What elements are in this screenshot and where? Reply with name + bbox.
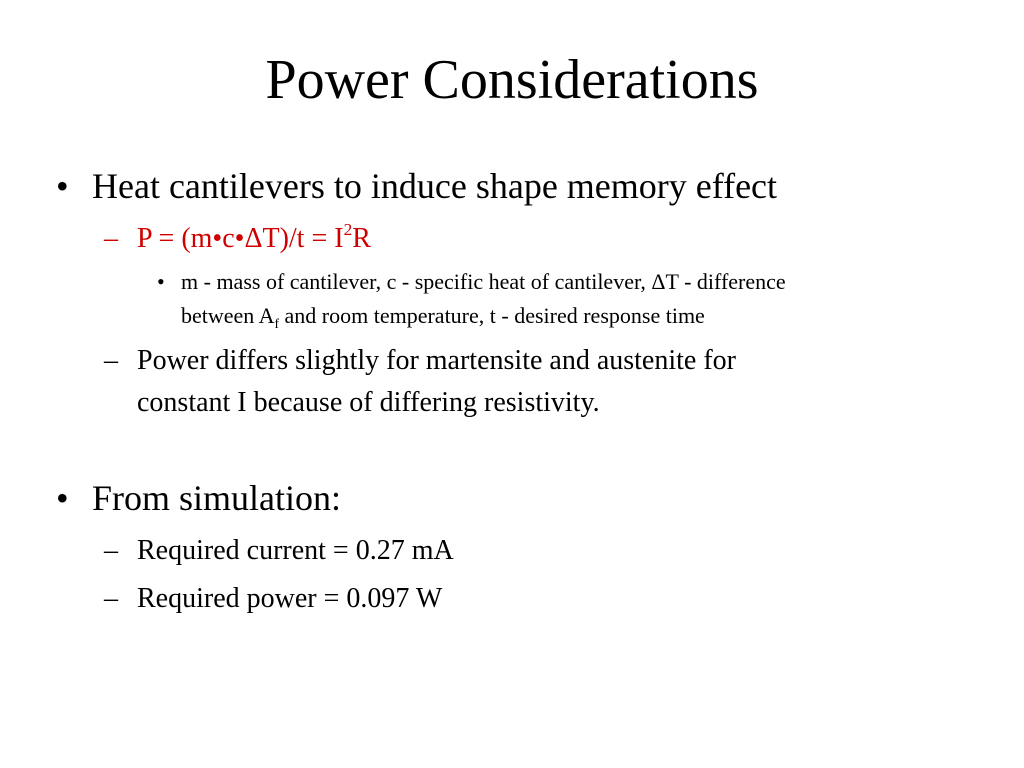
dash-marker: – [104,535,118,566]
bullet-marker: • [56,166,69,206]
dash-marker: – [104,583,118,614]
dash-marker: – [104,345,118,376]
required-power: Required power = 0.097 W [137,583,443,614]
bullet-marker: • [157,269,165,294]
formula-rhs: R [352,223,371,254]
dash-marker: – [104,223,118,254]
bullet-heat-cantilevers: Heat cantilevers to induce shape memory effect [92,166,778,206]
required-current: Required current = 0.27 mA [137,535,454,566]
formula-superscript: 2 [343,219,353,239]
definition-between: between A [181,303,275,328]
power-difference-line2: constant I because of differing resistivity. [137,387,600,418]
power-formula [137,219,371,256]
bullet-marker: • [56,478,69,518]
slide-title: Power Considerations [265,49,759,111]
bullet-from-simulation: From simulation: [92,478,342,518]
variable-definitions-line1: m - mass of cantilever, c - specific heat of cantilever, ΔT - difference [181,269,786,294]
definition-subscript: f [274,315,280,331]
power-difference-line1: Power differs slightly for martensite and austenite for [137,345,736,376]
variable-definitions-line2 [181,302,705,330]
definition-rest: and room temperature, t - desired response time [279,303,705,328]
formula-lhs: P = (m•c•ΔT)/t = I [137,223,344,254]
